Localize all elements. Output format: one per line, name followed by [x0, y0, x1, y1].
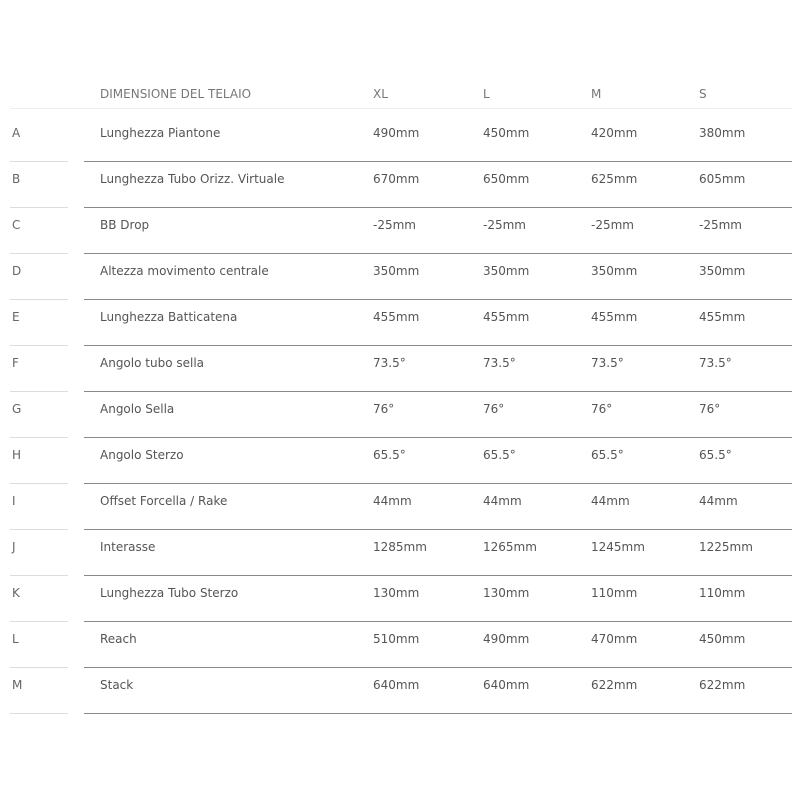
row-letter: E: [12, 310, 20, 324]
value-l: 44mm: [483, 494, 522, 508]
value-l: 640mm: [483, 678, 530, 692]
value-m: 1245mm: [591, 540, 645, 554]
value-s: 110mm: [699, 586, 746, 600]
value-m: 44mm: [591, 494, 630, 508]
table-row: [0, 438, 800, 484]
value-xl: 1285mm: [373, 540, 427, 554]
table-header: [0, 76, 800, 110]
row-letter: L: [12, 632, 19, 646]
row-divider-letter: [10, 713, 68, 714]
value-m: -25mm: [591, 218, 634, 232]
value-s: 455mm: [699, 310, 746, 324]
value-m: 625mm: [591, 172, 638, 186]
row-label: Offset Forcella / Rake: [100, 494, 228, 508]
row-letter: G: [12, 402, 22, 416]
value-l: 455mm: [483, 310, 530, 324]
value-l: 73.5°: [483, 356, 516, 370]
value-m: 65.5°: [591, 448, 624, 462]
value-l: 1265mm: [483, 540, 537, 554]
header-frame-size: DIMENSIONE DEL TELAIO: [100, 87, 252, 101]
row-letter: J: [12, 540, 16, 554]
row-label: Stack: [100, 678, 134, 692]
table-row: [0, 622, 800, 668]
value-m: 73.5°: [591, 356, 624, 370]
table-row: [0, 346, 800, 392]
table-row: [0, 208, 800, 254]
value-l: -25mm: [483, 218, 526, 232]
header-size-m: M: [591, 87, 602, 101]
row-letter: C: [12, 218, 21, 232]
value-s: 450mm: [699, 632, 746, 646]
value-m: 110mm: [591, 586, 638, 600]
row-letter: A: [12, 126, 21, 140]
value-l: 65.5°: [483, 448, 516, 462]
value-xl: 44mm: [373, 494, 412, 508]
value-s: 380mm: [699, 126, 746, 140]
row-label: Lunghezza Piantone: [100, 126, 221, 140]
value-s: 76°: [699, 402, 721, 416]
value-xl: 510mm: [373, 632, 420, 646]
value-xl: 350mm: [373, 264, 420, 278]
value-s: -25mm: [699, 218, 742, 232]
row-letter: B: [12, 172, 21, 186]
table-row: [0, 300, 800, 346]
row-label: Interasse: [100, 540, 156, 554]
value-xl: 670mm: [373, 172, 420, 186]
value-l: 130mm: [483, 586, 530, 600]
value-s: 44mm: [699, 494, 738, 508]
row-label: Lunghezza Batticatena: [100, 310, 238, 324]
value-l: 76°: [483, 402, 505, 416]
row-label: Angolo Sella: [100, 402, 175, 416]
value-m: 622mm: [591, 678, 638, 692]
row-letter: F: [12, 356, 19, 370]
table-row: [0, 254, 800, 300]
value-l: 450mm: [483, 126, 530, 140]
value-xl: 640mm: [373, 678, 420, 692]
table-row: [0, 392, 800, 438]
value-xl: 455mm: [373, 310, 420, 324]
table-row: [0, 116, 800, 162]
table-row: [0, 484, 800, 530]
row-divider: [84, 713, 792, 714]
row-label: Lunghezza Tubo Sterzo: [100, 586, 239, 600]
table-row: [0, 576, 800, 622]
value-xl: 490mm: [373, 126, 420, 140]
value-xl: 130mm: [373, 586, 420, 600]
value-xl: 76°: [373, 402, 395, 416]
value-s: 65.5°: [699, 448, 732, 462]
row-letter: K: [12, 586, 20, 600]
value-s: 605mm: [699, 172, 746, 186]
value-s: 350mm: [699, 264, 746, 278]
value-xl: 73.5°: [373, 356, 406, 370]
value-xl: 65.5°: [373, 448, 406, 462]
value-m: 455mm: [591, 310, 638, 324]
value-m: 350mm: [591, 264, 638, 278]
value-l: 650mm: [483, 172, 530, 186]
row-label: Angolo tubo sella: [100, 356, 205, 370]
header-size-xl: XL: [373, 87, 388, 101]
value-m: 420mm: [591, 126, 638, 140]
value-l: 490mm: [483, 632, 530, 646]
row-label: Angolo Sterzo: [100, 448, 184, 462]
row-label: Altezza movimento centrale: [100, 264, 269, 278]
header-divider: [10, 108, 792, 109]
value-m: 470mm: [591, 632, 638, 646]
header-size-l: L: [483, 87, 490, 101]
value-s: 1225mm: [699, 540, 753, 554]
value-s: 622mm: [699, 678, 746, 692]
table-row: [0, 668, 800, 714]
header-size-s: S: [699, 87, 707, 101]
table-row: [0, 530, 800, 576]
value-m: 76°: [591, 402, 613, 416]
row-letter: H: [12, 448, 22, 462]
value-s: 73.5°: [699, 356, 732, 370]
row-letter: I: [12, 494, 16, 508]
row-label: BB Drop: [100, 218, 150, 232]
row-letter: D: [12, 264, 22, 278]
row-label: Lunghezza Tubo Orizz. Virtuale: [100, 172, 285, 186]
value-xl: -25mm: [373, 218, 416, 232]
table-row: [0, 162, 800, 208]
value-l: 350mm: [483, 264, 530, 278]
row-label: Reach: [100, 632, 137, 646]
row-letter: M: [12, 678, 23, 692]
